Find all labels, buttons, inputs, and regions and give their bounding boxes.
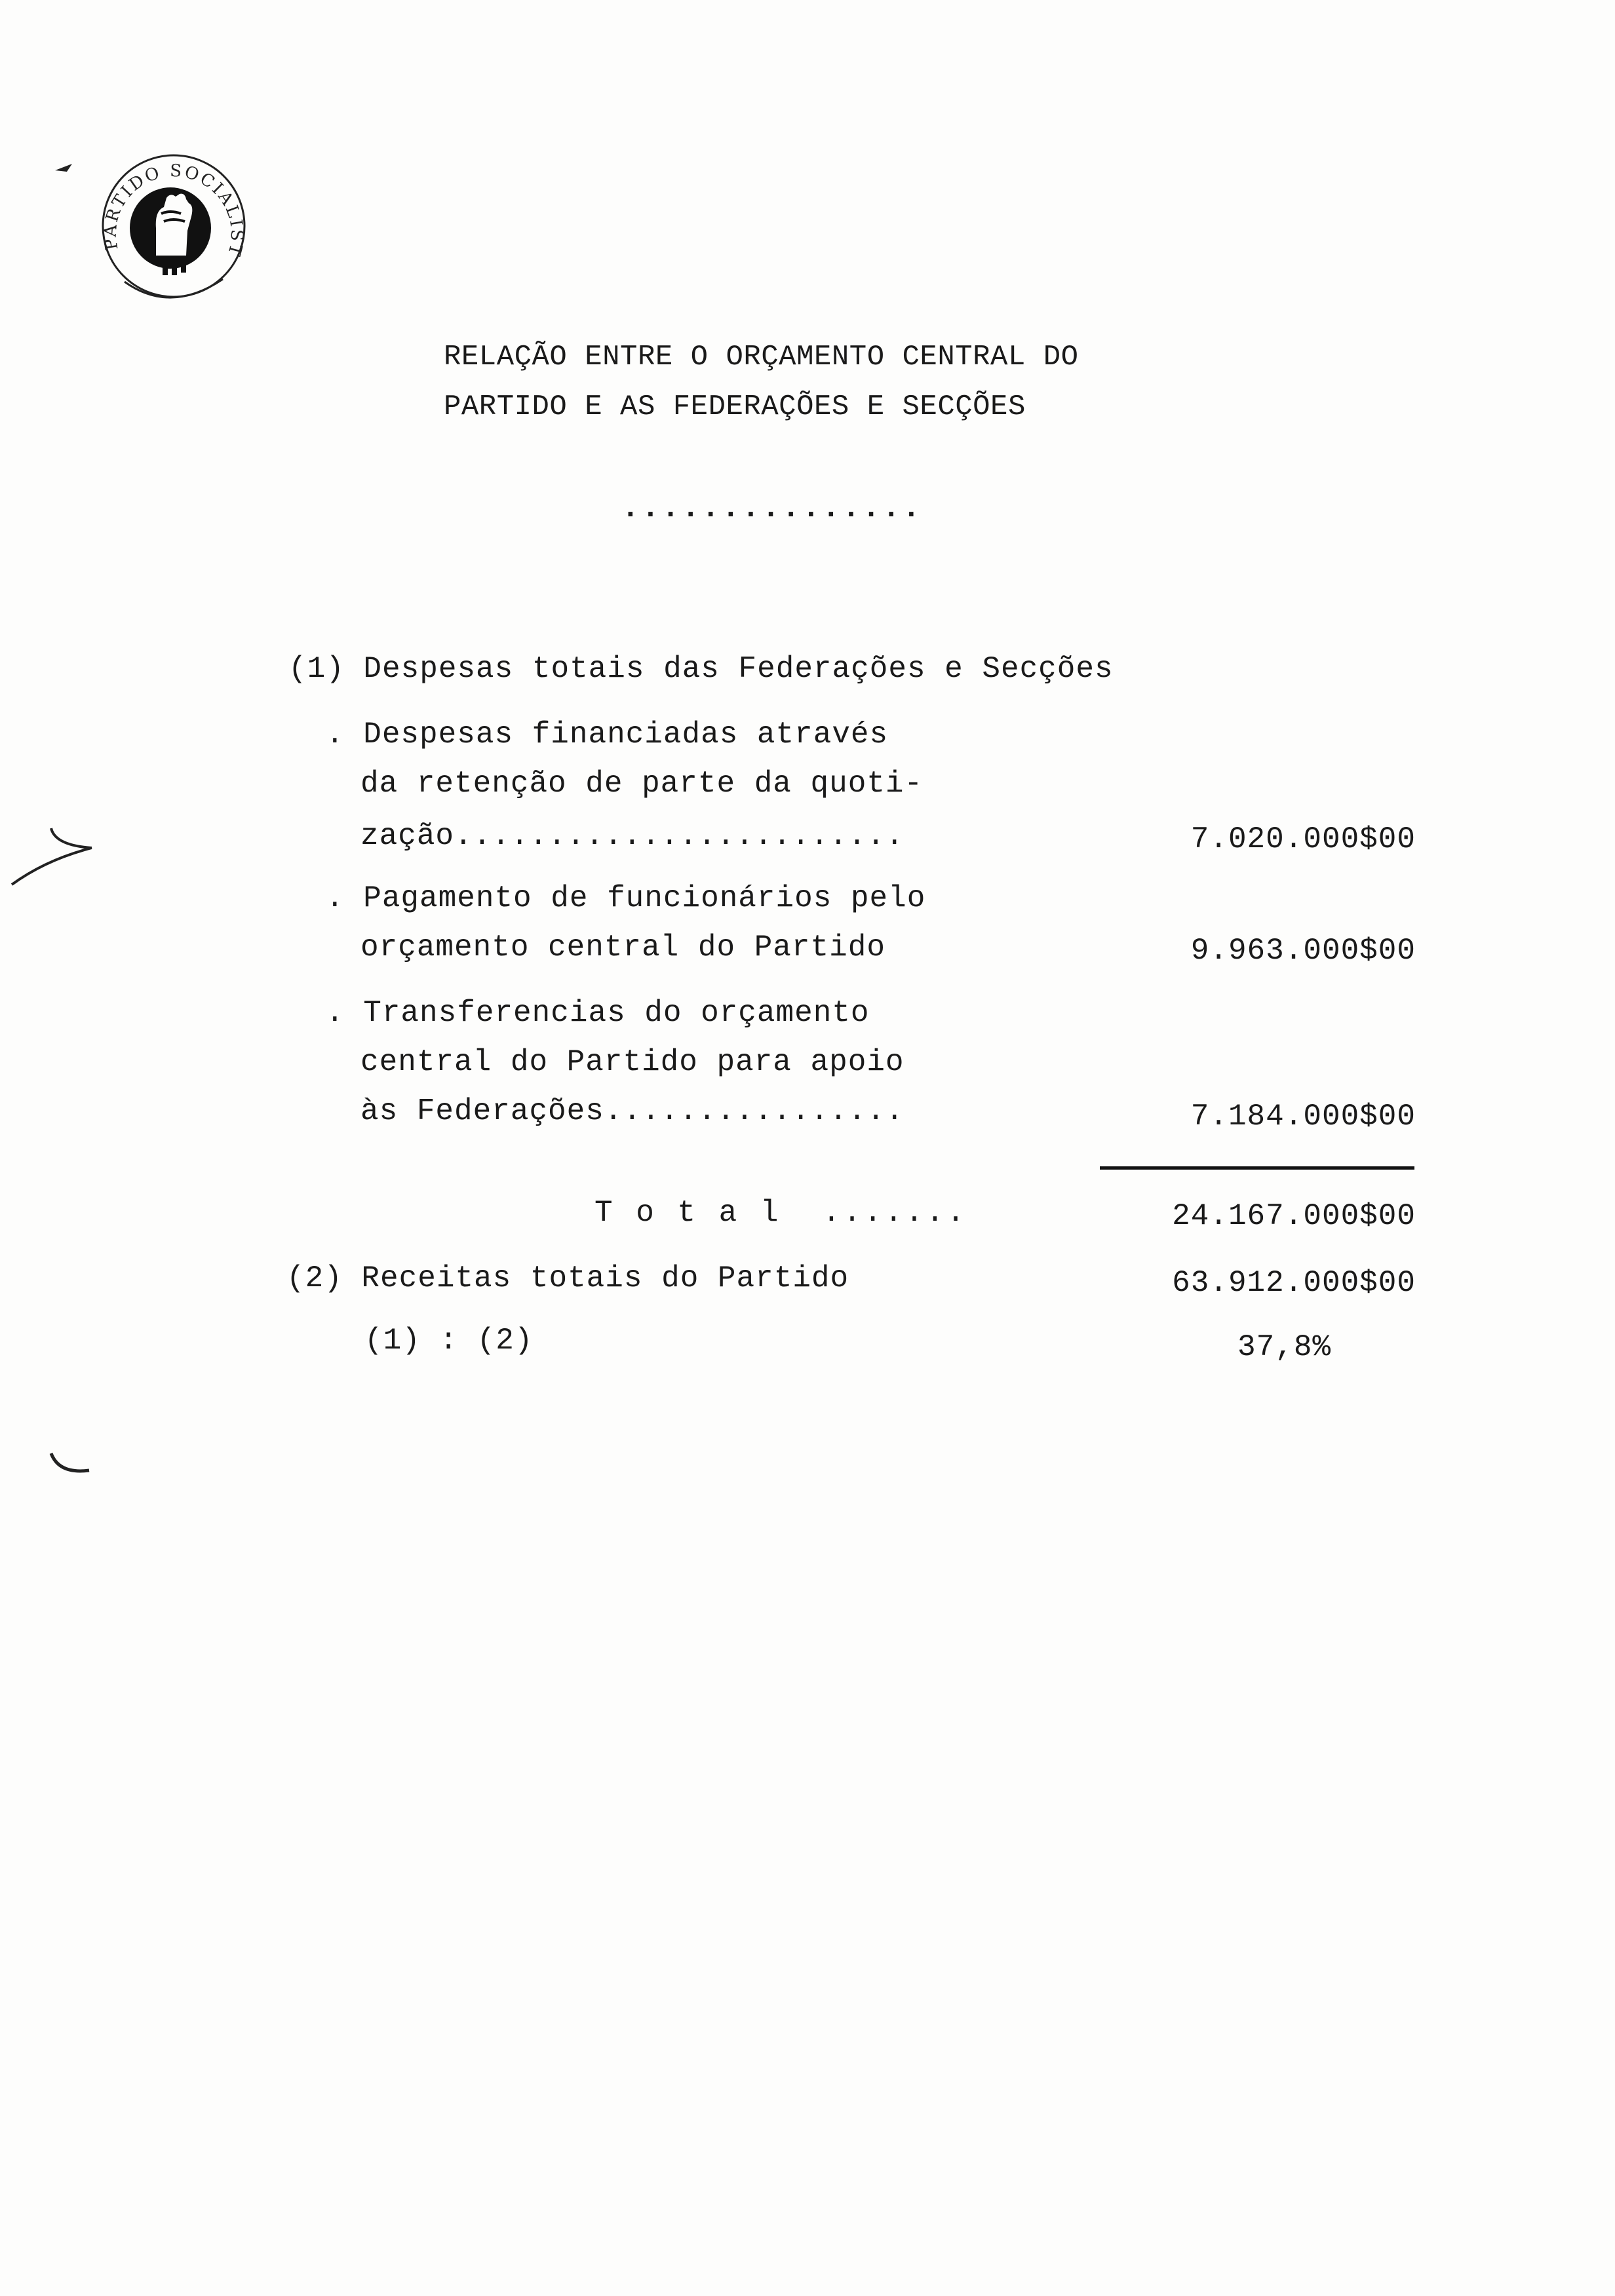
document-title-line-2: PARTIDO E AS FEDERAÇÕES E SECÇÕES (444, 391, 1026, 423)
item-1-line-3: zação........................ (360, 819, 905, 853)
document-title-line-1: RELAÇÃO ENTRE O ORÇAMENTO CENTRAL DO (444, 341, 1079, 373)
ratio-label: (1) : (2) (364, 1324, 534, 1358)
total-rule (1100, 1166, 1414, 1170)
item-1-amount: 7.020.000$00 (1190, 822, 1416, 856)
ratio-value: 37,8% (1237, 1330, 1332, 1364)
item-2-amount: 9.963.000$00 (1190, 934, 1416, 968)
total-amount: 24.167.000$00 (1172, 1199, 1416, 1233)
logo-text: PARTIDO SOCIALIST (100, 161, 247, 259)
item-3-line-3: às Federações................ (360, 1094, 905, 1128)
section-1-heading: (1) Despesas totais das Federações e Secções (288, 652, 1114, 686)
item-1-line-2: da retenção de parte da quoti- (360, 767, 924, 801)
scan-mark-top (52, 157, 79, 180)
section-2-amount: 63.912.000$00 (1172, 1266, 1416, 1300)
item-1-line-1: . Despesas financiadas através (326, 718, 889, 752)
item-2-line-2: orçamento central do Partido (360, 930, 885, 965)
item-3-line-2: central do Partido para apoio (360, 1045, 905, 1079)
total-label: T o t a l ....... (594, 1196, 967, 1230)
section-2-label: (2) Receitas totais do Partido (286, 1261, 849, 1295)
fist-emblem-icon (98, 151, 249, 301)
scan-mark-bottom-left (46, 1448, 98, 1491)
title-separator: ............... (621, 491, 923, 526)
item-3-line-1: . Transferencias do orçamento (326, 996, 870, 1030)
item-2-line-1: . Pagamento de funcionários pelo (326, 881, 926, 915)
item-3-amount: 7.184.000$00 (1190, 1100, 1416, 1134)
party-logo-seal (98, 151, 249, 301)
scan-mark-left (7, 819, 98, 894)
